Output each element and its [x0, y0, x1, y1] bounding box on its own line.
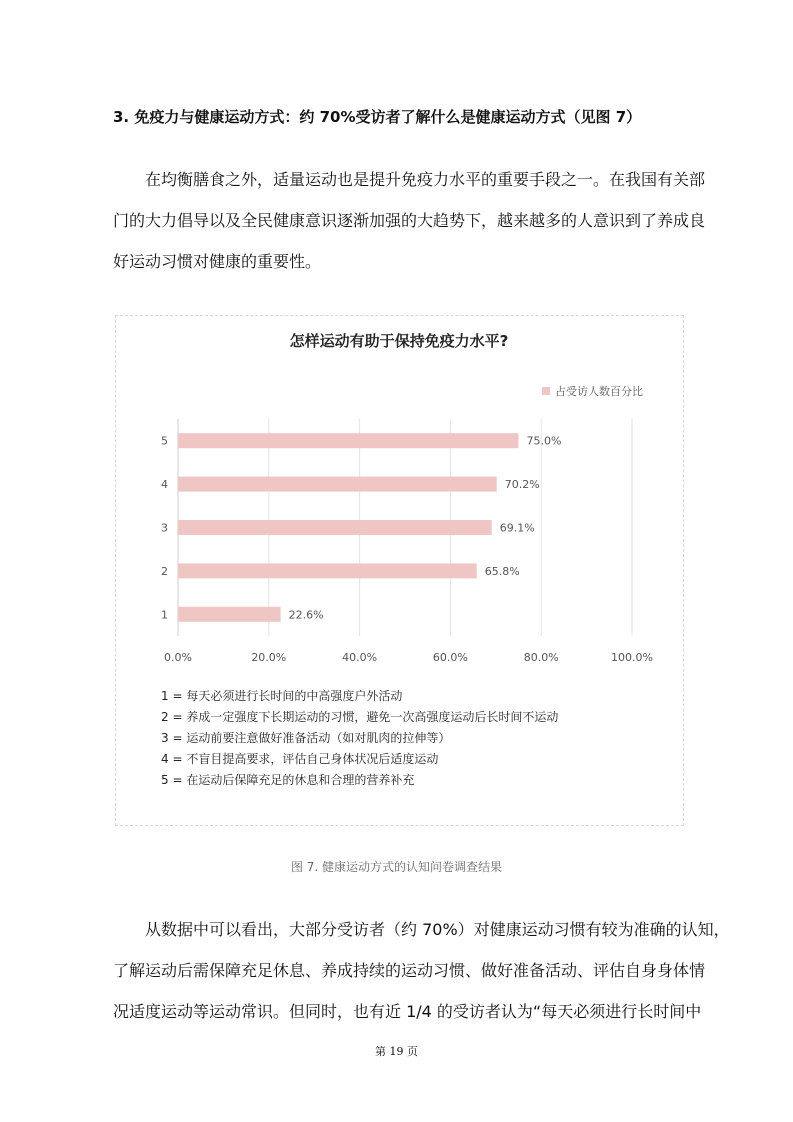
chart-title: 怎样运动有助于保持免疫力水平? — [289, 332, 509, 350]
paragraph-intro — [113, 159, 713, 282]
page-number: 第 19 页 — [375, 1045, 418, 1058]
figure-caption: 图 7. 健康运动方式的认知问卷调查结果 — [290, 860, 503, 874]
data-label: 70.2% — [504, 478, 540, 492]
bar — [178, 607, 281, 622]
category-note: 2 = 养成一定强度下长期运动的习惯，避免一次高强度运动后长时间不运动 — [161, 710, 559, 724]
bar — [178, 520, 492, 535]
data-label: 75.0% — [526, 434, 562, 448]
category-note: 3 = 运动前要注意做好准备活动（如对肌肉的拉伸等） — [161, 731, 451, 745]
y-tick-label: 1 — [161, 608, 168, 622]
chart-container — [115, 315, 684, 826]
category-note: 5 = 在运动后保障充足的休息和合理的营养补充 — [161, 773, 415, 787]
paragraph-analysis — [113, 909, 730, 1032]
category-note: 1 = 每天必须进行长时间的中高强度户外活动 — [161, 689, 403, 703]
x-tick-label: 80.0% — [523, 651, 559, 664]
legend-swatch — [542, 387, 550, 395]
paragraph-line: 门的大力倡导以及全民健康意识逐渐加强的大趋势下，越来越多的人意识到了养成良 — [113, 211, 706, 230]
category-notes — [161, 686, 558, 791]
y-tick-label: 5 — [161, 434, 168, 448]
paragraph-line: 况适度运动等运动常识。但同时，也有近 1/4 的受访者认为“每天必须进行长时间中 — [113, 1002, 702, 1021]
paragraph-line: 了解运动后需保障充足休息、养成持续的运动习惯、做好准备活动、评估自身身体情 — [113, 961, 706, 980]
bar — [178, 563, 477, 578]
bar — [178, 477, 497, 492]
x-tick-label: 40.0% — [342, 651, 378, 664]
y-tick-label: 3 — [161, 521, 168, 535]
x-tick-label: 20.0% — [251, 651, 287, 664]
x-tick-label: 0.0% — [164, 651, 192, 664]
paragraph-line: 好运动习惯对健康的重要性。 — [113, 252, 322, 271]
paragraph-line: 从数据中可以看出，大部分受访者（约 70%）对健康运动习惯有较为准确的认知， — [113, 920, 730, 939]
data-label: 65.8% — [484, 564, 520, 578]
x-tick-label: 100.0% — [611, 651, 653, 664]
section-heading: 3. 免疫力与健康运动方式：约 70%受访者了解什么是健康运动方式（见图 7） — [113, 108, 642, 126]
x-tick-label: 60.0% — [432, 651, 468, 664]
data-label: 69.1% — [499, 521, 535, 535]
legend-label: 占受访人数百分比 — [555, 385, 643, 398]
y-tick-label: 2 — [161, 564, 168, 578]
bar — [178, 433, 519, 448]
category-note: 4 = 不盲目提高要求，评估自己身体状况后适度运动 — [161, 752, 439, 766]
paragraph-line: 在均衡膳食之外，适量运动也是提升免疫力水平的重要手段之一。在我国有关部 — [113, 170, 706, 189]
data-label: 22.6% — [288, 608, 324, 622]
y-tick-label: 4 — [161, 478, 168, 492]
